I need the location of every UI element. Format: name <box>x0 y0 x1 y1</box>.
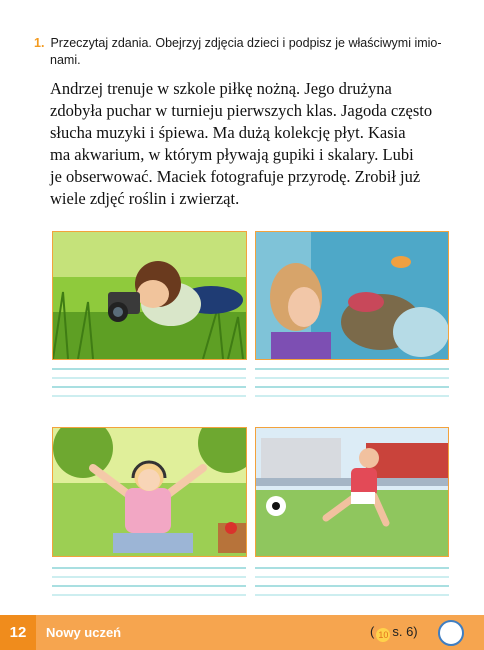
chapter-title: Nowy uczeń <box>46 625 122 640</box>
ref-text: s. 6) <box>392 624 418 639</box>
photo-boy-football <box>255 427 449 557</box>
ref-badge: 10 <box>378 630 389 640</box>
reading-line: Andrzej trenuje w szkole piłkę nożną. Jego drużyna <box>50 79 392 98</box>
task-text-line2: nami. <box>50 53 81 67</box>
reading-line: ma akwarium, w którym pływają gupiki i skalary. Lubi <box>50 145 414 164</box>
photo-girl-aquarium <box>255 231 449 360</box>
task-text-line1: Przeczytaj zdania. Obejrzyj zdjęcia dzieci i podpisz je właściwymi imio- <box>50 36 442 50</box>
writing-lines[interactable] <box>52 368 246 404</box>
task-instruction <box>34 35 454 69</box>
reading-line: wiele zdjęć roślin i zwierząt. <box>50 189 240 208</box>
reading-text <box>50 78 440 210</box>
reading-line: słucha muzyki i śpiewa. Ma dużą kolekcję płyt. Kasia <box>50 123 406 142</box>
task-number: 1. <box>34 36 45 50</box>
ref-open: ( <box>370 624 375 639</box>
photo-girl-headphones <box>52 427 247 557</box>
face-icon <box>438 620 464 646</box>
reading-line: zdobyła puchar w turnieju pierwszych klas. Jagoda często <box>50 101 433 120</box>
writing-lines[interactable] <box>255 368 449 404</box>
footer-bar <box>0 615 484 650</box>
page-number: 12 <box>0 615 36 650</box>
photo-boy-camera <box>52 231 247 360</box>
writing-lines[interactable] <box>255 567 449 603</box>
writing-lines[interactable] <box>52 567 246 603</box>
workbook-reference <box>370 624 418 642</box>
reading-line: je obserwować. Maciek fotografuje przyrodę. Zrobił już <box>50 167 421 186</box>
